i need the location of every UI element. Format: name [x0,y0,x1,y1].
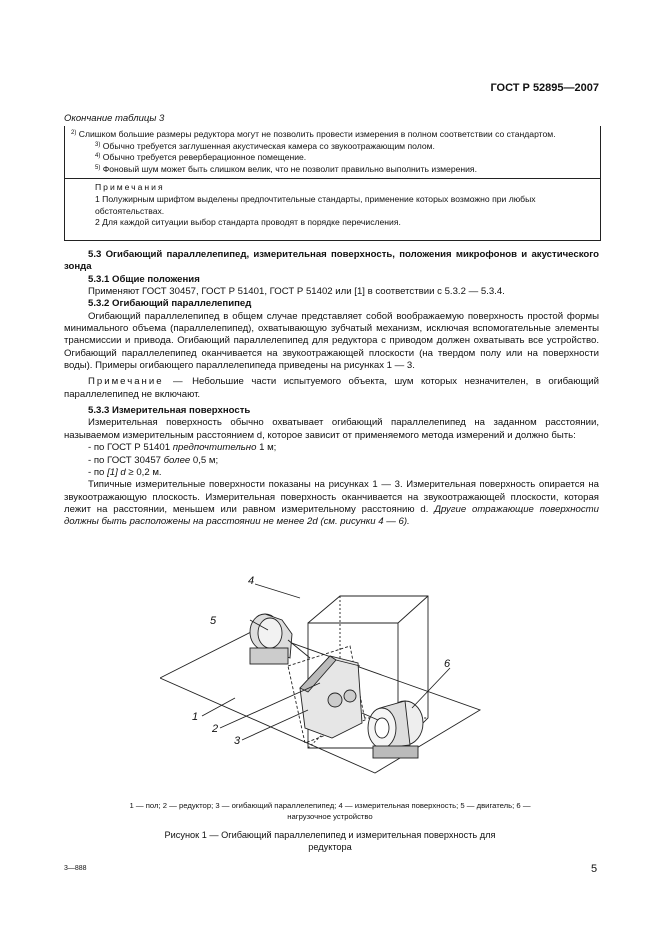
figure-caption: Рисунок 1 — Огибающий параллелепипед и измерительная поверхность для редуктора [164,830,496,852]
figure-1-drawing [160,568,500,793]
section-5-3-3-para2: Типичные измерительные поверхности показаны на рисунках 1 — 3. Измерительная поверхность опирается на звукоотражающую плоскость. Измерительная поверхность оканчивается на звукоотражающей плоскости, которая лежит на расстоянии, меньшем или равном измерительному расстоянию d. Другие отражающие поверхности должны быть расположены на расстоянии не менее 2d (см. рисунки 4 — 6). [64,479,599,528]
section-heading-5-3-3: 5.3.3 Измерительная поверхность [88,405,251,417]
note-1: 1 Полужирным шрифтом выделены предпочтительные стандарты, применение которых возможно при любых обстоятельствах. [95,193,536,216]
distance-item-1: - по ГОСТ Р 51401 предпочтительно 1 м; [88,442,277,454]
callout-5: 5 [210,615,217,627]
figure-legend: 1 — пол; 2 — редуктор; 3 — огибающий параллелепипед; 4 — измерительная поверхность; 5 — двигатель; 6 — нагрузочное устройство [129,801,531,821]
footnote-5: $^{5)}$ Фоновый шум может быть слишком велик, что не позволит правильно выполнить измерения. [95,163,477,174]
callout-3: 3 [234,735,241,747]
section-heading-5-3-1: 5.3.1 Общие положения [88,273,200,285]
distance-item-2: - по ГОСТ 30457 более 0,5 м; [88,454,219,466]
document-header: ГОСТ Р 52895—2007 [490,82,599,94]
footnote-4: $^{4)}$ Обычно требуется реверберационное помещение. [95,152,307,163]
table-continuation-caption: Окончание таблицы 3 [64,113,165,124]
note-2: 2 Для каждой ситуации выбор стандарта проводят в порядке перечисления. [95,217,401,228]
section-5-3-2-note: Примечание — Небольшие части испытуемого объекта, шум которых незначителен, в огибающий параллелепипед не включают. [64,376,600,400]
section-heading-5-3: 5.3 Огибающий параллелепипед, измерительная поверхность, положения микрофонов и акустического зонда [64,249,599,273]
callout-1: 1 [192,711,199,723]
section-5-3-2-text: Огибающий параллелепипед в общем случае представляет собой воображаемую поверхность простой формы минимального объема (параллелепипед), охватывающую зубчатый механизм, исключая вспомогательные элементы трансмиссии и привода. Огибающий параллелепипед для редуктора с приводом должен охватывать все устройство. Огибающий параллелепипед оканчивается на звукоотражающей плоскости (на твердом полу или на поверхности воды). Примеры огибающего параллелепипеда приведены на рисунках 1 — 3. [64,310,599,372]
section-heading-5-3-2: 5.3.2 Огибающий параллелепипед [88,298,252,310]
section-5-3-3-text: Измерительная поверхность обычно охватывает огибающий параллелепипед на заданном расстоянии, называемом измерительным расстоянием d, которое зависит от применяемого метода измерений и должно быть: [64,417,599,441]
notes-heading: Примечания [95,182,165,193]
page-number: 5 [591,863,598,875]
callout-6: 6 [444,658,451,670]
main-text [64,249,599,529]
callout-2: 2 [212,723,219,735]
print-code: 3—888 [64,865,87,872]
motor-base [250,648,288,664]
load-device-base [373,746,418,758]
footnote-2: $^{2)}$ Слишком большие размеры редуктора могут не позволить провести измерения в полном соответствии со стандартом. [71,129,556,139]
footnote-3: $^{3)}$ Обычно требуется заглушенная акустическая камера со звукоотражающим полом. [95,140,435,151]
callout-4: 4 [248,575,255,587]
table-footnotes-box [64,126,601,241]
section-5-3-1-text: Применяют ГОСТ 30457, ГОСТ Р 51401, ГОСТ Р 51402 или [1] в соответствии с 5.3.2 — 5.3.4. [88,286,505,298]
distance-item-3: - по [1] d ≥ 0,2 м. [88,466,162,478]
